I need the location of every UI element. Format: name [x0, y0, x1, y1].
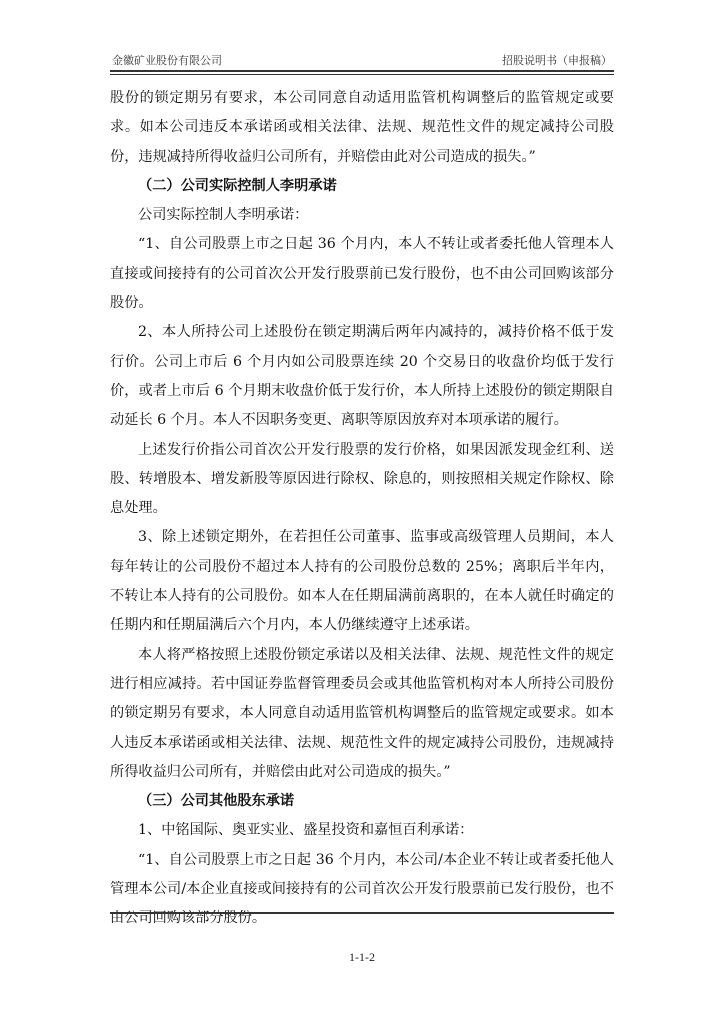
- paragraph-other-shareholders-lockup: “1、自公司股票上市之日起 36 个月内，本公司/本企业不转让或者委托他人管理本公司/本企业直接或间接持有的公司首次公开发行股票前已发行股份，也不由公司回购该部分股份。: [110, 851, 614, 927]
- paragraph-strict-compliance: 本人将严格按照上述股份锁定承诺以及相关法律、法规、规范性文件的规定进行相应减持。若中国证券监督管理委员会或其他监管机构对本人所持公司股份的锁定期另有要求，本人同意自动适用监管机构调整后的监管规定或要求。如本人违反本承诺函或相关法律、法规、规范性文件的规定减持公司股份，违规减持所得收益归公司所有，并赔偿由此对公司造成的损失。”: [110, 646, 614, 780]
- paragraph-continuation: 股份的锁定期另有要求，本公司同意自动适用监管机构调整后的监管规定或要求。如本公司违反本承诺函或相关法律、法规、规范性文件的规定减持公司股份，违规减持所得收益归公司所有，并赔偿由此对公司造成的损失。”: [110, 90, 614, 165]
- section-heading-controller-commitment: （二）公司实际控制人李明承诺: [138, 177, 337, 194]
- paragraph-other-shareholders-intro: 1、中铭国际、奥亚实业、盛星投资和嘉恒百利承诺：: [138, 822, 474, 839]
- header-divider-thin: [110, 74, 614, 75]
- document-body: [110, 84, 614, 934]
- header-divider: [110, 70, 614, 72]
- paragraph-lockup-36-months: “1、自公司股票上市之日起 36 个月内，本人不转让或者委托他人管理本人直接或间接持有的公司首次公开发行股票前已发行股份，也不由公司回购该部分股份。: [110, 236, 614, 312]
- page-header: [110, 50, 614, 68]
- footer-divider: [110, 912, 614, 914]
- paragraph-director-transfer-limit: 3、除上述锁定期外，在若担任公司董事、监事或高级管理人员期间，本人每年转让的公司股份不超过本人持有的公司股份总数的 25%；离职后半年内，不转让本人持有的公司股份。如本人在任期届满前离职的，在本人就任时确定的任期内和任期届满后六个月内，本人仍继续遵守上述承诺。: [110, 529, 614, 634]
- section-heading-other-shareholders: （三）公司其他股东承诺: [138, 793, 295, 810]
- paragraph-controller-intro: 公司实际控制人李明承诺：: [138, 207, 309, 224]
- header-company-name: 金徽矿业股份有限公司: [112, 54, 222, 67]
- page-number: 1-1-2: [349, 950, 375, 964]
- paragraph-issue-price-definition: 上述发行价指公司首次公开发行股票的发行价格，如果因派发现金红利、送股、转增股本、增发新股等原因进行除权、除息的，则按照相关规定作除权、除息处理。: [110, 441, 614, 517]
- header-document-title: 招股说明书（申报稿）: [502, 54, 612, 67]
- paragraph-reduction-price: 2、本人所持公司上述股份在锁定期满后两年内减持的，减持价格不低于发行价。公司上市后 6 个月内如公司股票连续 20 个交易日的收盘价均低于发行价，或者上市后 6 个月期末收盘价低于发行价，本人所持上述股份的锁定期限自动延长 6 个月。本人不因职务变更、离职等原因放弃对本项承诺的履行。: [110, 324, 614, 429]
